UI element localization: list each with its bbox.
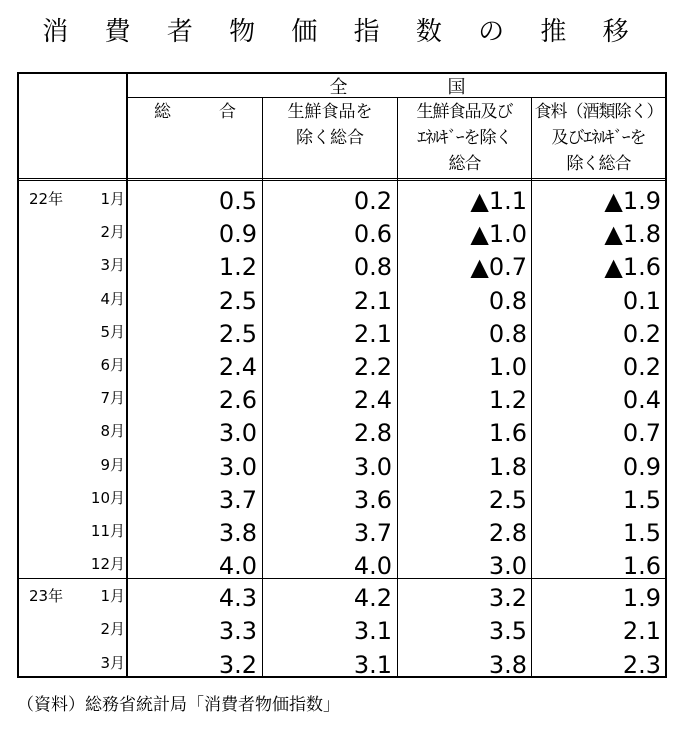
row-month: 12月 [90,555,125,574]
col-header-sogo [128,99,262,179]
cell-core: 4.2 [353,584,392,612]
cell-sogo: 2.6 [218,386,257,415]
col-header-core-core [398,99,531,179]
table-row [19,647,665,681]
cell-sogo: 1.2 [218,253,257,282]
cell-us-core: 0.9 [622,452,661,481]
cell-us-core: 0.1 [622,286,661,315]
row-month: 2月 [100,223,125,242]
cell-us-core: 1.5 [622,519,661,547]
cell-core: 2.2 [353,353,392,381]
col-header-core-line-1: 生鮮食品を [287,102,373,122]
cell-sogo: 4.0 [218,552,257,581]
cell-us-core: ▲1.8 [604,220,661,249]
table-row [19,580,665,614]
cell-us-core: 0.2 [622,319,661,348]
cell-core-core: 3.8 [488,650,527,679]
cell-us-core: 1.6 [622,552,661,581]
row-month: 3月 [100,256,125,275]
table-row [19,249,665,283]
col-header-sogo-char-2: 合 [219,102,236,122]
table-row [19,515,665,549]
cell-us-core: 1.5 [622,485,661,514]
row-month: 4月 [100,289,125,308]
cell-core-core: 1.8 [488,452,527,481]
table-row [19,382,665,416]
table-row [19,183,665,217]
cell-sogo: 2.5 [218,319,257,348]
cell-core: 3.1 [353,650,392,679]
cell-core: 4.0 [353,552,392,581]
cell-us-core: 0.7 [622,419,661,448]
cell-core: 2.4 [353,386,392,415]
table-row [19,283,665,317]
cell-sogo: 3.0 [218,419,257,448]
cell-core: 2.1 [353,286,392,315]
table-row [19,216,665,250]
col-header-core-core-line-3: 総合 [448,154,481,174]
cell-sogo: 3.0 [218,452,257,481]
cell-core: 2.1 [353,319,392,348]
cell-core-core: 1.0 [488,353,527,381]
group-header-char-1: 全 [329,76,348,98]
cell-sogo: 3.2 [218,650,257,679]
row-month: 1月 [100,190,125,208]
cell-core: 0.8 [353,253,392,282]
cell-core-core: 1.6 [488,419,527,448]
cell-core: 3.1 [353,617,392,646]
cell-core-core: ▲1.1 [470,187,527,215]
cell-us-core: 1.9 [622,584,661,612]
row-year: 22年 [29,190,64,208]
cell-core: 3.7 [353,519,392,547]
cpi-table [17,72,667,678]
table-row [19,449,665,483]
cell-us-core: ▲1.9 [604,187,661,215]
row-month: 10月 [90,488,125,507]
cell-us-core: ▲1.6 [604,253,661,282]
page-title: 消 費 者 物 価 指 数 の 推 移 [42,17,643,47]
cell-core: 3.0 [353,452,392,481]
col-header-core-core-line-2: ｴﾈﾙｷﾞｰを除く [417,128,512,148]
cell-sogo: 2.4 [218,353,257,381]
col-header-sogo-char-1: 総 [154,102,171,122]
table-row [19,316,665,350]
col-header-us-core [532,99,665,179]
cell-core: 0.2 [353,187,392,215]
row-month: 1月 [100,587,125,605]
col-header-core-core-line-1: 生鮮食品及び [416,102,513,122]
cell-sogo: 3.7 [218,485,257,514]
col-header-us-core-line-1: 食料（酒類除く） [534,102,663,122]
col-header-core-line-2: 除く総合 [296,128,364,148]
table-row [19,349,665,383]
cell-sogo: 4.3 [218,584,257,612]
cell-core-core: ▲0.7 [470,253,527,282]
cell-sogo: 0.5 [218,187,257,215]
col-header-us-core-line-2: 及びｴﾈﾙｷﾞｰを [551,128,646,148]
divider-group-header [128,97,665,98]
cell-core-core: ▲1.0 [470,220,527,249]
cell-us-core: 0.2 [622,353,661,381]
cell-core-core: 2.5 [488,485,527,514]
row-month: 3月 [100,653,125,672]
row-month: 6月 [100,356,125,374]
cell-us-core: 2.3 [622,650,661,679]
table-row [19,482,665,516]
cell-core-core: 0.8 [488,319,527,348]
table-row [19,415,665,449]
cell-us-core: 0.4 [622,386,661,415]
cell-core-core: 3.0 [488,552,527,581]
row-month: 9月 [100,455,125,474]
cell-sogo: 2.5 [218,286,257,315]
cell-core-core: 3.2 [488,584,527,612]
cell-sogo: 3.3 [218,617,257,646]
table-row [19,613,665,647]
cell-core: 0.6 [353,220,392,249]
row-month: 7月 [100,389,125,408]
group-header-char-2: 国 [447,76,466,98]
row-month: 8月 [100,422,125,441]
cell-core: 3.6 [353,485,392,514]
row-month: 5月 [100,322,125,341]
cell-sogo: 0.9 [218,220,257,249]
cell-core-core: 0.8 [488,286,527,315]
row-month: 11月 [90,522,125,540]
row-year: 23年 [29,587,64,605]
cell-core-core: 2.8 [488,519,527,547]
cell-core-core: 1.2 [488,386,527,415]
cell-core: 2.8 [353,419,392,448]
row-month: 2月 [100,620,125,639]
table-row [19,548,665,582]
cell-sogo: 3.8 [218,519,257,547]
cell-us-core: 2.1 [622,617,661,646]
col-header-core [263,99,397,179]
cell-core-core: 3.5 [488,617,527,646]
group-header-zenkoku [128,74,667,97]
source-footnote: （資料）総務省統計局「消費者物価指数」 [17,695,340,715]
col-header-us-core-line-3: 除く総合 [566,154,631,174]
